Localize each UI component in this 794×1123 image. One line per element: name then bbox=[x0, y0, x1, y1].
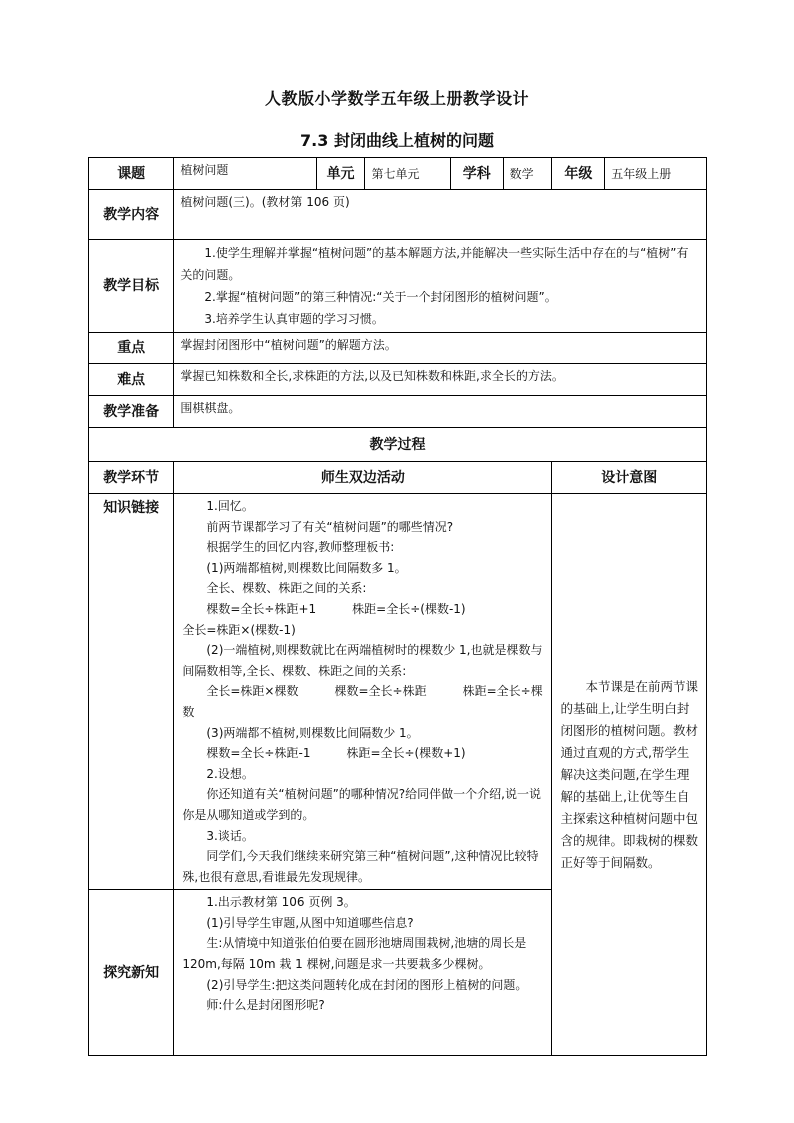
design-intent-cell bbox=[552, 494, 707, 1056]
activity-line: (1)两端都植树,则棵数比间隔数多 1。 bbox=[206, 560, 407, 575]
process-title-row bbox=[89, 428, 707, 462]
activity-line: 2.设想。 bbox=[206, 766, 254, 781]
goals-label: 教学目标 bbox=[89, 240, 174, 333]
key-value: 掌握封闭图形中“植树问题”的解题方法。 bbox=[174, 333, 707, 364]
stage-knowledge-label: 知识链接 bbox=[89, 494, 174, 890]
lesson-title: 7.3 封闭曲线上植树的问题 bbox=[300, 131, 494, 150]
activity-line: 你还知道有关“植树问题”的哪种情况?给同伴做一个介绍,说一说你是从哪知道或学到的。 bbox=[182, 787, 541, 822]
activity-line: 全长=株距×棵数 棵数=全长÷株距 株距=全长÷棵数 bbox=[182, 684, 543, 719]
activity-line: 棵数=全长÷株距-1 株距=全长÷(棵数+1) bbox=[206, 746, 466, 761]
key-row bbox=[89, 333, 707, 364]
activity-line: 全长=株距×(棵数-1) bbox=[182, 622, 296, 637]
key-label: 重点 bbox=[89, 333, 174, 364]
stage-explore-activity bbox=[174, 890, 552, 1056]
activity-line: (2)引导学生:把这类问题转化成在封闭的图形上植树的问题。 bbox=[206, 977, 528, 992]
document-title: 人教版小学数学五年级上册教学设计 bbox=[264, 89, 529, 108]
prep-value: 围棋棋盘。 bbox=[174, 396, 707, 428]
stage-explore-label: 探究新知 bbox=[89, 890, 174, 1056]
difficulty-value: 掌握已知株数和全长,求株距的方法,以及已知株数和株距,求全长的方法。 bbox=[174, 364, 707, 396]
content-value: 植树问题(三)。(教材第 106 页) bbox=[174, 190, 707, 240]
lesson-plan-table bbox=[88, 157, 707, 1056]
design-intent-text: 本节课是在前两节课的基础上,让学生明白封闭图形的植树问题。教材通过直观的方式,帮学生解决这类问题,在学生理解的基础上,让优等生自主探索这种植树问题中包含的规律。即栽树的棵数正好等于间隔数。 bbox=[560, 678, 698, 870]
difficulty-row bbox=[89, 364, 707, 396]
activity-line: 1.回忆。 bbox=[206, 499, 254, 513]
activity-line: 全长、棵数、株距之间的关系: bbox=[206, 581, 367, 596]
design-column-header: 设计意图 bbox=[552, 462, 707, 494]
activity-line: 1.出示教材第 106 页例 3。 bbox=[206, 895, 356, 910]
unit-value: 第七单元 bbox=[365, 158, 450, 190]
process-header-row bbox=[89, 462, 707, 494]
prep-label: 教学准备 bbox=[89, 396, 174, 428]
stage-column-header: 教学环节 bbox=[89, 462, 174, 494]
content-label: 教学内容 bbox=[89, 190, 174, 240]
stage-knowledge-row bbox=[89, 494, 707, 890]
goal-item: 3.培养学生认真审题的学习习惯。 bbox=[204, 312, 384, 326]
content-row bbox=[89, 190, 707, 240]
activity-line: 3.谈话。 bbox=[206, 828, 254, 843]
activity-line: 生:从情境中知道张伯伯要在圆形池塘周围栽树,池塘的周长是 120m,每隔 10m 栽 1 棵树,问题是求一共要栽多少棵树。 bbox=[182, 936, 527, 972]
activity-column-header: 师生双边活动 bbox=[174, 462, 552, 494]
grade-value: 五年级上册 bbox=[605, 158, 707, 190]
goals-row bbox=[89, 240, 707, 333]
difficulty-label: 难点 bbox=[89, 364, 174, 396]
topic-label: 课题 bbox=[89, 158, 174, 190]
goal-item: 1.使学生理解并掌握“植树问题”的基本解题方法,并能解决一些实际生活中存在的与“植树”有关的问题。 bbox=[180, 246, 689, 282]
subject-value: 数学 bbox=[503, 158, 552, 190]
grade-label: 年级 bbox=[552, 158, 605, 190]
goals-list bbox=[174, 240, 707, 333]
activity-line: 根据学生的回忆内容,教师整理板书: bbox=[206, 540, 395, 555]
stage-knowledge-activity bbox=[174, 494, 552, 890]
activity-line: 师:什么是封闭图形呢? bbox=[206, 998, 325, 1013]
prep-row bbox=[89, 396, 707, 428]
info-row bbox=[89, 158, 707, 190]
activity-line: (2)一端植树,则棵数就比在两端植树时的棵数少 1,也就是棵数与间隔数相等,全长、棵数、株距之间的关系: bbox=[182, 643, 543, 678]
unit-label: 单元 bbox=[316, 158, 365, 190]
activity-line: 棵数=全长÷株距+1 株距=全长÷(棵数-1) bbox=[206, 601, 466, 616]
goal-item: 2.掌握“植树问题”的第三种情况:“关于一个封闭图形的植树问题”。 bbox=[204, 290, 557, 304]
activity-line: (1)引导学生审题,从图中知道哪些信息? bbox=[206, 915, 414, 930]
topic-value: 植树问题 bbox=[174, 158, 316, 190]
activity-line: (3)两端都不植树,则棵数比间隔数少 1。 bbox=[206, 725, 419, 740]
activity-line: 前两节课都学习了有关“植树问题”的哪些情况? bbox=[206, 519, 454, 534]
activity-line: 同学们,今天我们继续来研究第三种“植树问题”,这种情况比较特殊,也很有意思,看谁最先发现规律。 bbox=[182, 849, 539, 884]
process-title: 教学过程 bbox=[89, 428, 707, 462]
subject-label: 学科 bbox=[450, 158, 503, 190]
